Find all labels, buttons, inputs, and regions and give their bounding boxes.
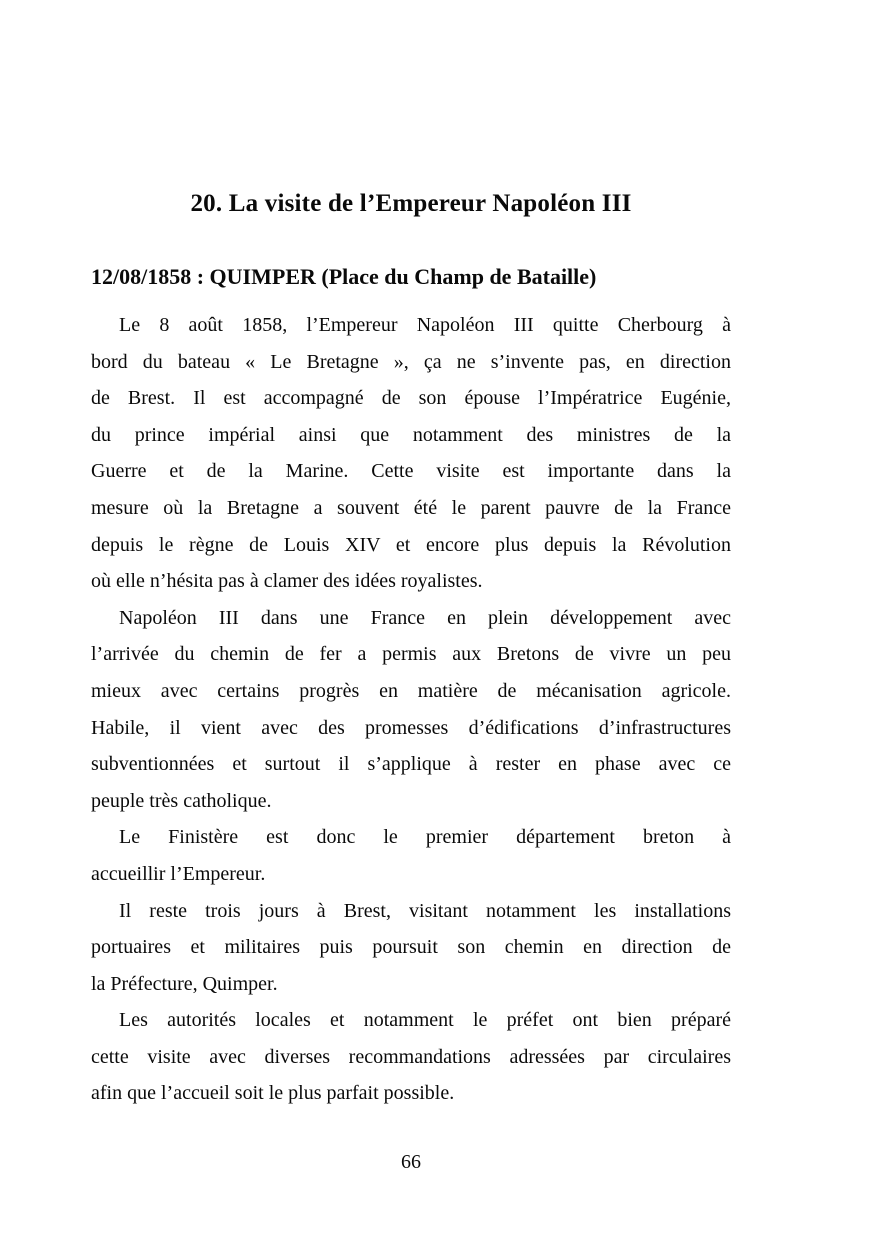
page-content — [91, 262, 731, 1112]
text-line: où elle n’hésita pas à clamer des idées royalistes. — [91, 570, 483, 593]
paragraphs — [91, 307, 731, 1112]
paragraph — [91, 600, 731, 820]
text-line: Le 8 août 1858, l’Empereur Napoléon III quitte Cherbourg à — [119, 314, 731, 336]
paragraph — [91, 1002, 731, 1112]
text-line: portuaires et militaires puis poursuit son chemin en direction de — [91, 936, 731, 959]
text-line: Les autorités locales et notamment le préfet ont bien préparé — [119, 1009, 731, 1032]
text-line: mesure où la Bretagne a souvent été le parent pauvre de la France — [91, 496, 731, 519]
text-line: bord du bateau « Le Bretagne », ça ne s’invente pas, en direction — [91, 350, 731, 373]
text-line: de Brest. Il est accompagné de son épouse l’Impératrice Eugénie, — [91, 387, 731, 410]
text-line: subventionnées et surtout il s’applique à rester en phase avec ce — [91, 753, 731, 776]
text-line: mieux avec certains progrès en matière de mécanisation agricole. — [91, 679, 731, 702]
text-line: accueillir l’Empereur. — [91, 862, 266, 885]
text-line: l’arrivée du chemin de fer a permis aux Bretons de vivre un peu — [91, 643, 731, 666]
text-line: cette visite avec diverses recommandations adressées par circulaires — [91, 1045, 731, 1068]
text-line: Guerre et de la Marine. Cette visite est importante dans la — [91, 460, 731, 483]
text-line: Habile, il vient avec des promesses d’édifications d’infrastructures — [91, 716, 731, 739]
chapter-title: 20. La visite de l’Empereur Napoléon III — [190, 190, 632, 217]
page-number: 66 — [401, 1151, 421, 1173]
text-line: depuis le règne de Louis XIV et encore plus depuis la Révolution — [91, 533, 731, 556]
text-line: Il reste trois jours à Brest, visitant notamment les installations — [119, 899, 731, 922]
paragraph — [91, 307, 731, 600]
paragraph — [91, 893, 731, 1003]
text-line: Le Finistère est donc le premier département breton à — [119, 826, 731, 849]
paragraph — [91, 819, 731, 892]
text-line: Napoléon III dans une France en plein développement avec — [119, 606, 731, 629]
text-line: peuple très catholique. — [91, 789, 272, 812]
text-line: afin que l’accueil soit le plus parfait possible. — [91, 1082, 455, 1105]
section-heading: 12/08/1858 : QUIMPER (Place du Champ de Bataille) — [91, 264, 597, 289]
text-line: du prince impérial ainsi que notamment des ministres de la — [91, 423, 731, 446]
text-line: la Préfecture, Quimper. — [91, 972, 278, 995]
